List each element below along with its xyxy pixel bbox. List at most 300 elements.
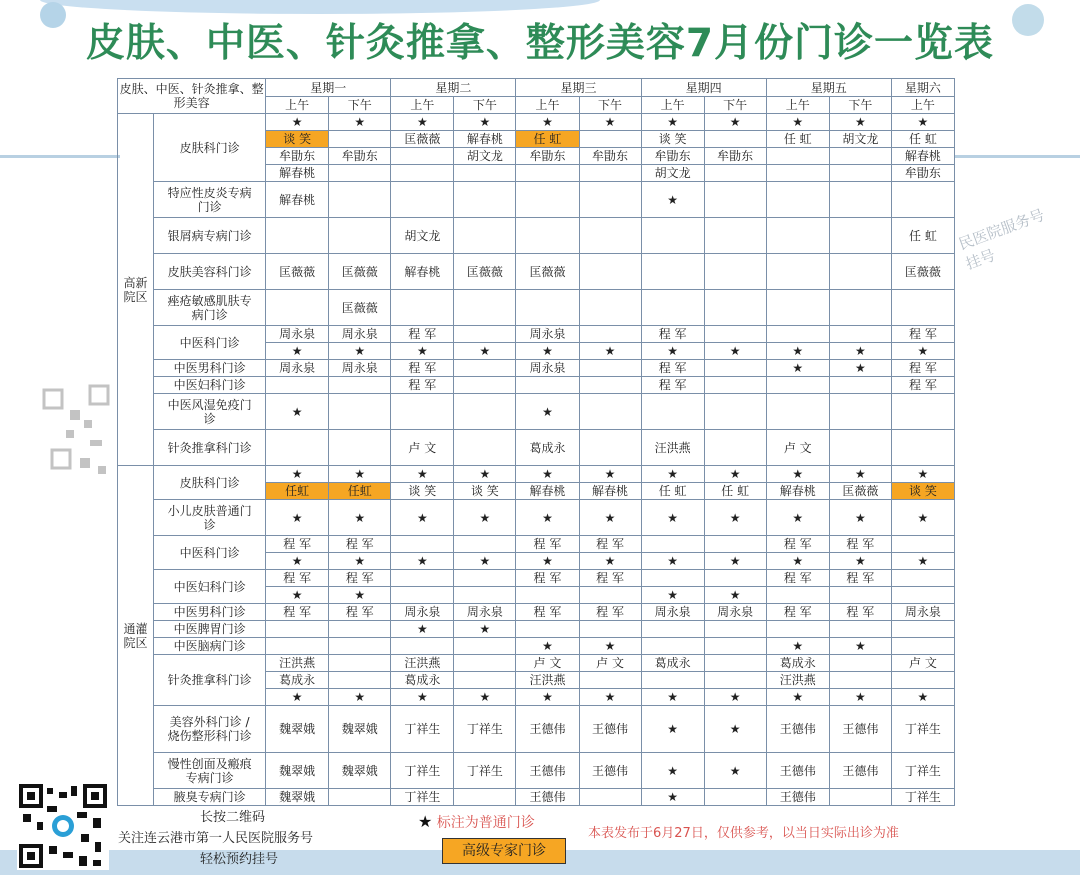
general-clinic-star: ★ [391, 343, 454, 360]
empty-slot [641, 536, 704, 553]
department-name: 皮肤科门诊 [154, 114, 266, 182]
table-corner-header: 皮肤、中医、针灸推拿、整形美容 [118, 79, 266, 114]
table-row [118, 114, 955, 131]
empty-slot [266, 218, 329, 254]
empty-slot [454, 182, 516, 218]
doctor-name: 牟勖东 [891, 165, 954, 182]
empty-slot [829, 655, 891, 672]
general-clinic-star: ★ [266, 500, 329, 536]
department-name: 痤疮敏感肌肤专病门诊 [154, 290, 266, 326]
general-clinic-star: ★ [704, 500, 766, 536]
general-clinic-star: ★ [704, 753, 766, 789]
doctor-name: 王德伟 [579, 753, 641, 789]
general-clinic-star: ★ [266, 553, 329, 570]
general-clinic-star: ★ [266, 114, 329, 131]
doctor-name: 匡薇薇 [454, 254, 516, 290]
doctor-name: 周永泉 [704, 604, 766, 621]
doctor-name: 丁祥生 [391, 706, 454, 753]
general-clinic-star: ★ [266, 343, 329, 360]
table-row [118, 218, 955, 254]
general-clinic-star: ★ [329, 343, 391, 360]
doctor-name: 谈 笑 [891, 483, 954, 500]
doctor-name: 牟勖东 [266, 148, 329, 165]
department-name: 皮肤科门诊 [154, 466, 266, 500]
doctor-name: 王德伟 [516, 789, 579, 806]
empty-slot [454, 655, 516, 672]
doctor-name: 解春桃 [891, 148, 954, 165]
doctor-name: 解春桃 [391, 254, 454, 290]
general-clinic-star: ★ [516, 638, 579, 655]
table-row [118, 500, 955, 536]
doctor-name: 汪洪燕 [266, 655, 329, 672]
doctor-name: 匡薇薇 [891, 254, 954, 290]
doctor-name: 解春桃 [266, 165, 329, 182]
empty-slot [704, 394, 766, 430]
empty-slot [391, 587, 454, 604]
empty-slot [579, 394, 641, 430]
schedule-table [117, 78, 955, 806]
general-clinic-star: ★ [641, 753, 704, 789]
general-clinic-star: ★ [516, 343, 579, 360]
empty-slot [329, 394, 391, 430]
doctor-name: 魏翠娥 [329, 706, 391, 753]
empty-slot [704, 131, 766, 148]
empty-slot [641, 394, 704, 430]
doctor-name: 胡文龙 [829, 131, 891, 148]
department-name: 中医风湿免疫门诊 [154, 394, 266, 430]
doctor-name: 牟勖东 [516, 148, 579, 165]
doctor-name: 程 军 [391, 377, 454, 394]
empty-slot [704, 655, 766, 672]
empty-slot [454, 638, 516, 655]
empty-slot [516, 377, 579, 394]
empty-slot [516, 621, 579, 638]
empty-slot [454, 290, 516, 326]
pm-header: 下午 [329, 97, 391, 114]
doctor-name: 汪洪燕 [766, 672, 829, 689]
doctor-name: 谈 笑 [266, 131, 329, 148]
empty-slot [829, 430, 891, 466]
doctor-name: 程 军 [641, 326, 704, 343]
empty-slot [704, 182, 766, 218]
empty-slot [704, 326, 766, 343]
pm-header: 下午 [579, 97, 641, 114]
department-name: 银屑病专病门诊 [154, 218, 266, 254]
doctor-name: 周永泉 [454, 604, 516, 621]
doctor-name: 程 军 [766, 604, 829, 621]
empty-slot [766, 165, 829, 182]
doctor-name: 程 军 [891, 326, 954, 343]
table-row [118, 638, 955, 655]
empty-slot [704, 621, 766, 638]
doctor-name: 魏翠娥 [266, 753, 329, 789]
legend-star-note [418, 812, 535, 832]
empty-slot [891, 430, 954, 466]
qr-hint-line2: 关注连云港市第一人民医院服务号 [118, 831, 314, 846]
empty-slot [829, 789, 891, 806]
general-clinic-star: ★ [266, 394, 329, 430]
department-name: 中医科门诊 [154, 326, 266, 360]
doctor-name: 周永泉 [891, 604, 954, 621]
doctor-name: 程 军 [516, 536, 579, 553]
empty-slot [329, 218, 391, 254]
table-row [118, 394, 955, 430]
general-clinic-star: ★ [391, 500, 454, 536]
general-clinic-star: ★ [579, 500, 641, 536]
empty-slot [579, 254, 641, 290]
doctor-name: 匡薇薇 [329, 254, 391, 290]
empty-slot [766, 290, 829, 326]
doctor-name: 匡薇薇 [329, 290, 391, 326]
doctor-name: 程 军 [579, 604, 641, 621]
doctor-name: 解春桃 [516, 483, 579, 500]
am-header: 上午 [391, 97, 454, 114]
empty-slot [454, 360, 516, 377]
empty-slot [891, 570, 954, 587]
table-row [118, 466, 955, 483]
doctor-name: 王德伟 [516, 753, 579, 789]
doctor-name: 丁祥生 [454, 753, 516, 789]
doctor-name: 任虹 [329, 483, 391, 500]
general-clinic-star: ★ [516, 689, 579, 706]
empty-slot [516, 165, 579, 182]
table-row [118, 706, 955, 753]
doctor-name: 丁祥生 [891, 706, 954, 753]
doctor-name: 葛成永 [641, 655, 704, 672]
doctor-name: 匡薇薇 [516, 254, 579, 290]
department-name: 中医脾胃门诊 [154, 621, 266, 638]
empty-slot [579, 131, 641, 148]
empty-slot [891, 672, 954, 689]
general-clinic-star: ★ [454, 500, 516, 536]
empty-slot [266, 377, 329, 394]
doctor-name: 丁祥生 [891, 789, 954, 806]
general-clinic-star: ★ [704, 114, 766, 131]
doctor-name: 王德伟 [766, 706, 829, 753]
doctor-name: 解春桃 [266, 182, 329, 218]
empty-slot [391, 638, 454, 655]
doctor-name: 程 军 [579, 536, 641, 553]
empty-slot [891, 587, 954, 604]
doctor-name: 任 虹 [641, 483, 704, 500]
doctor-name: 卢 文 [516, 655, 579, 672]
empty-slot [391, 536, 454, 553]
empty-slot [829, 621, 891, 638]
doctor-name: 程 军 [829, 604, 891, 621]
department-name: 中医男科门诊 [154, 604, 266, 621]
empty-slot [891, 290, 954, 326]
am-header: 上午 [641, 97, 704, 114]
empty-slot [891, 621, 954, 638]
empty-slot [641, 290, 704, 326]
general-clinic-star: ★ [516, 553, 579, 570]
doctor-name: 葛成永 [516, 430, 579, 466]
doctor-name: 程 军 [329, 604, 391, 621]
qr-code[interactable] [17, 782, 109, 870]
empty-slot [454, 394, 516, 430]
general-clinic-star: ★ [766, 466, 829, 483]
table-row [118, 254, 955, 290]
empty-slot [704, 165, 766, 182]
doctor-name: 任 虹 [516, 131, 579, 148]
empty-slot [829, 254, 891, 290]
decor-blob-top-left [40, 0, 600, 14]
empty-slot [454, 789, 516, 806]
general-clinic-star: ★ [829, 343, 891, 360]
doctor-name: 丁祥生 [454, 706, 516, 753]
empty-slot [704, 570, 766, 587]
table-row [118, 326, 955, 343]
empty-slot [829, 672, 891, 689]
doctor-name: 谈 笑 [454, 483, 516, 500]
empty-slot [829, 377, 891, 394]
empty-slot [329, 430, 391, 466]
department-name: 针灸推拿科门诊 [154, 430, 266, 466]
doctor-name: 解春桃 [454, 131, 516, 148]
department-name: 慢性创面及瘢痕专病门诊 [154, 753, 266, 789]
table-row [118, 290, 955, 326]
empty-slot [329, 789, 391, 806]
empty-slot [516, 182, 579, 218]
general-clinic-star: ★ [579, 689, 641, 706]
empty-slot [329, 638, 391, 655]
am-header: 上午 [516, 97, 579, 114]
general-clinic-star: ★ [329, 500, 391, 536]
empty-slot [766, 182, 829, 218]
doctor-name: 卢 文 [579, 655, 641, 672]
empty-slot [891, 638, 954, 655]
day-header: 星期五 [766, 79, 891, 97]
empty-slot [829, 587, 891, 604]
empty-slot [391, 148, 454, 165]
doctor-name: 周永泉 [266, 326, 329, 343]
general-clinic-star: ★ [766, 343, 829, 360]
publish-notice: 本表发布于6月27日，仅供参考，以当日实际出诊为准 [588, 826, 899, 841]
general-clinic-star: ★ [329, 466, 391, 483]
doctor-name: 解春桃 [579, 483, 641, 500]
general-clinic-star: ★ [641, 587, 704, 604]
doctor-name: 葛成永 [391, 672, 454, 689]
doctor-name: 王德伟 [766, 753, 829, 789]
legend-star-label: 标注为普通门诊 [436, 815, 535, 831]
table-row [118, 536, 955, 553]
empty-slot [266, 638, 329, 655]
empty-slot [829, 218, 891, 254]
empty-slot [829, 182, 891, 218]
empty-slot [454, 570, 516, 587]
general-clinic-star: ★ [829, 553, 891, 570]
page-title: 皮肤、中医、针灸推拿、整形美容7月份门诊一览表 [85, 21, 995, 66]
table-row [118, 360, 955, 377]
empty-slot [704, 360, 766, 377]
watermark-text: 民医院服务号 挂号 [956, 205, 1047, 274]
doctor-name: 周永泉 [516, 326, 579, 343]
empty-slot [454, 165, 516, 182]
general-clinic-star: ★ [641, 343, 704, 360]
empty-slot [329, 165, 391, 182]
department-name: 中医妇科门诊 [154, 570, 266, 604]
department-name: 腋臭专病门诊 [154, 789, 266, 806]
empty-slot [329, 377, 391, 394]
star-icon: ★ [418, 812, 433, 831]
department-name: 皮肤美容科门诊 [154, 254, 266, 290]
empty-slot [329, 672, 391, 689]
am-header: 上午 [891, 97, 954, 114]
doctor-name: 程 军 [579, 570, 641, 587]
doctor-name: 魏翠娥 [266, 789, 329, 806]
day-header: 星期六 [891, 79, 954, 97]
table-row [118, 182, 955, 218]
doctor-name: 谈 笑 [641, 131, 704, 148]
general-clinic-star: ★ [891, 500, 954, 536]
general-clinic-star: ★ [766, 114, 829, 131]
doctor-name: 程 军 [391, 360, 454, 377]
doctor-name: 解春桃 [766, 483, 829, 500]
empty-slot [704, 638, 766, 655]
general-clinic-star: ★ [704, 689, 766, 706]
department-name: 特应性皮炎专病门诊 [154, 182, 266, 218]
doctor-name: 任虹 [266, 483, 329, 500]
empty-slot [766, 621, 829, 638]
pm-header: 下午 [704, 97, 766, 114]
general-clinic-star: ★ [454, 553, 516, 570]
doctor-name: 牟勖东 [641, 148, 704, 165]
general-clinic-star: ★ [891, 466, 954, 483]
empty-slot [829, 326, 891, 343]
empty-slot [266, 290, 329, 326]
doctor-name: 谈 笑 [391, 483, 454, 500]
campus-name: 高新院区 [118, 114, 154, 466]
doctor-name: 程 军 [891, 360, 954, 377]
general-clinic-star: ★ [891, 114, 954, 131]
doctor-name: 丁祥生 [391, 789, 454, 806]
empty-slot [391, 165, 454, 182]
doctor-name: 任 虹 [704, 483, 766, 500]
department-name: 针灸推拿科门诊 [154, 655, 266, 706]
empty-slot [579, 587, 641, 604]
general-clinic-star: ★ [766, 360, 829, 377]
empty-slot [829, 394, 891, 430]
empty-slot [454, 377, 516, 394]
doctor-name: 周永泉 [516, 360, 579, 377]
general-clinic-star: ★ [391, 621, 454, 638]
empty-slot [766, 326, 829, 343]
empty-slot [766, 587, 829, 604]
doctor-name: 王德伟 [766, 789, 829, 806]
empty-slot [579, 182, 641, 218]
am-header: 上午 [266, 97, 329, 114]
general-clinic-star: ★ [391, 114, 454, 131]
empty-slot [391, 290, 454, 326]
empty-slot [579, 326, 641, 343]
doctor-name: 卢 文 [766, 430, 829, 466]
empty-slot [454, 218, 516, 254]
empty-slot [641, 218, 704, 254]
empty-slot [516, 218, 579, 254]
general-clinic-star: ★ [329, 587, 391, 604]
empty-slot [579, 789, 641, 806]
empty-slot [579, 290, 641, 326]
day-header: 星期二 [391, 79, 516, 97]
qr-hint-line1: 长按二维码 [200, 810, 266, 825]
empty-slot [704, 377, 766, 394]
doctor-name: 周永泉 [329, 326, 391, 343]
doctor-name: 匡薇薇 [829, 483, 891, 500]
department-name: 中医妇科门诊 [154, 377, 266, 394]
doctor-name: 胡文龙 [641, 165, 704, 182]
doctor-name: 胡文龙 [391, 218, 454, 254]
table-row [118, 655, 955, 672]
general-clinic-star: ★ [766, 500, 829, 536]
doctor-name: 任 虹 [766, 131, 829, 148]
general-clinic-star: ★ [579, 553, 641, 570]
general-clinic-star: ★ [766, 553, 829, 570]
table-row [118, 604, 955, 621]
empty-slot [766, 254, 829, 290]
am-header: 上午 [766, 97, 829, 114]
doctor-name: 王德伟 [829, 753, 891, 789]
empty-slot [891, 394, 954, 430]
empty-slot [391, 394, 454, 430]
general-clinic-star: ★ [641, 500, 704, 536]
doctor-name: 周永泉 [641, 604, 704, 621]
empty-slot [829, 165, 891, 182]
general-clinic-star: ★ [266, 689, 329, 706]
doctor-name: 程 军 [641, 377, 704, 394]
doctor-name: 程 军 [516, 570, 579, 587]
empty-slot [766, 394, 829, 430]
doctor-name: 葛成永 [766, 655, 829, 672]
empty-slot [704, 290, 766, 326]
day-header: 星期四 [641, 79, 766, 97]
general-clinic-star: ★ [641, 706, 704, 753]
general-clinic-star: ★ [704, 343, 766, 360]
general-clinic-star: ★ [829, 466, 891, 483]
general-clinic-star: ★ [454, 466, 516, 483]
general-clinic-star: ★ [829, 360, 891, 377]
doctor-name: 程 军 [516, 604, 579, 621]
empty-slot [266, 430, 329, 466]
doctor-name: 程 军 [829, 536, 891, 553]
decor-stripe-mid-left [0, 155, 120, 158]
empty-slot [516, 290, 579, 326]
general-clinic-star: ★ [891, 689, 954, 706]
doctor-name: 牟勖东 [329, 148, 391, 165]
general-clinic-star: ★ [641, 689, 704, 706]
empty-slot [454, 326, 516, 343]
empty-slot [704, 430, 766, 466]
empty-slot [579, 165, 641, 182]
doctor-name: 程 军 [329, 570, 391, 587]
doctor-name: 程 军 [266, 570, 329, 587]
empty-slot [579, 672, 641, 689]
table-row [118, 621, 955, 638]
department-name: 中医男科门诊 [154, 360, 266, 377]
doctor-name: 王德伟 [516, 706, 579, 753]
empty-slot [829, 290, 891, 326]
doctor-name: 丁祥生 [891, 753, 954, 789]
empty-slot [579, 218, 641, 254]
empty-slot [704, 789, 766, 806]
general-clinic-star: ★ [829, 638, 891, 655]
general-clinic-star: ★ [329, 114, 391, 131]
empty-slot [579, 377, 641, 394]
general-clinic-star: ★ [516, 466, 579, 483]
doctor-name: 任 虹 [891, 131, 954, 148]
general-clinic-star: ★ [829, 500, 891, 536]
general-clinic-star: ★ [516, 500, 579, 536]
doctor-name: 匡薇薇 [266, 254, 329, 290]
